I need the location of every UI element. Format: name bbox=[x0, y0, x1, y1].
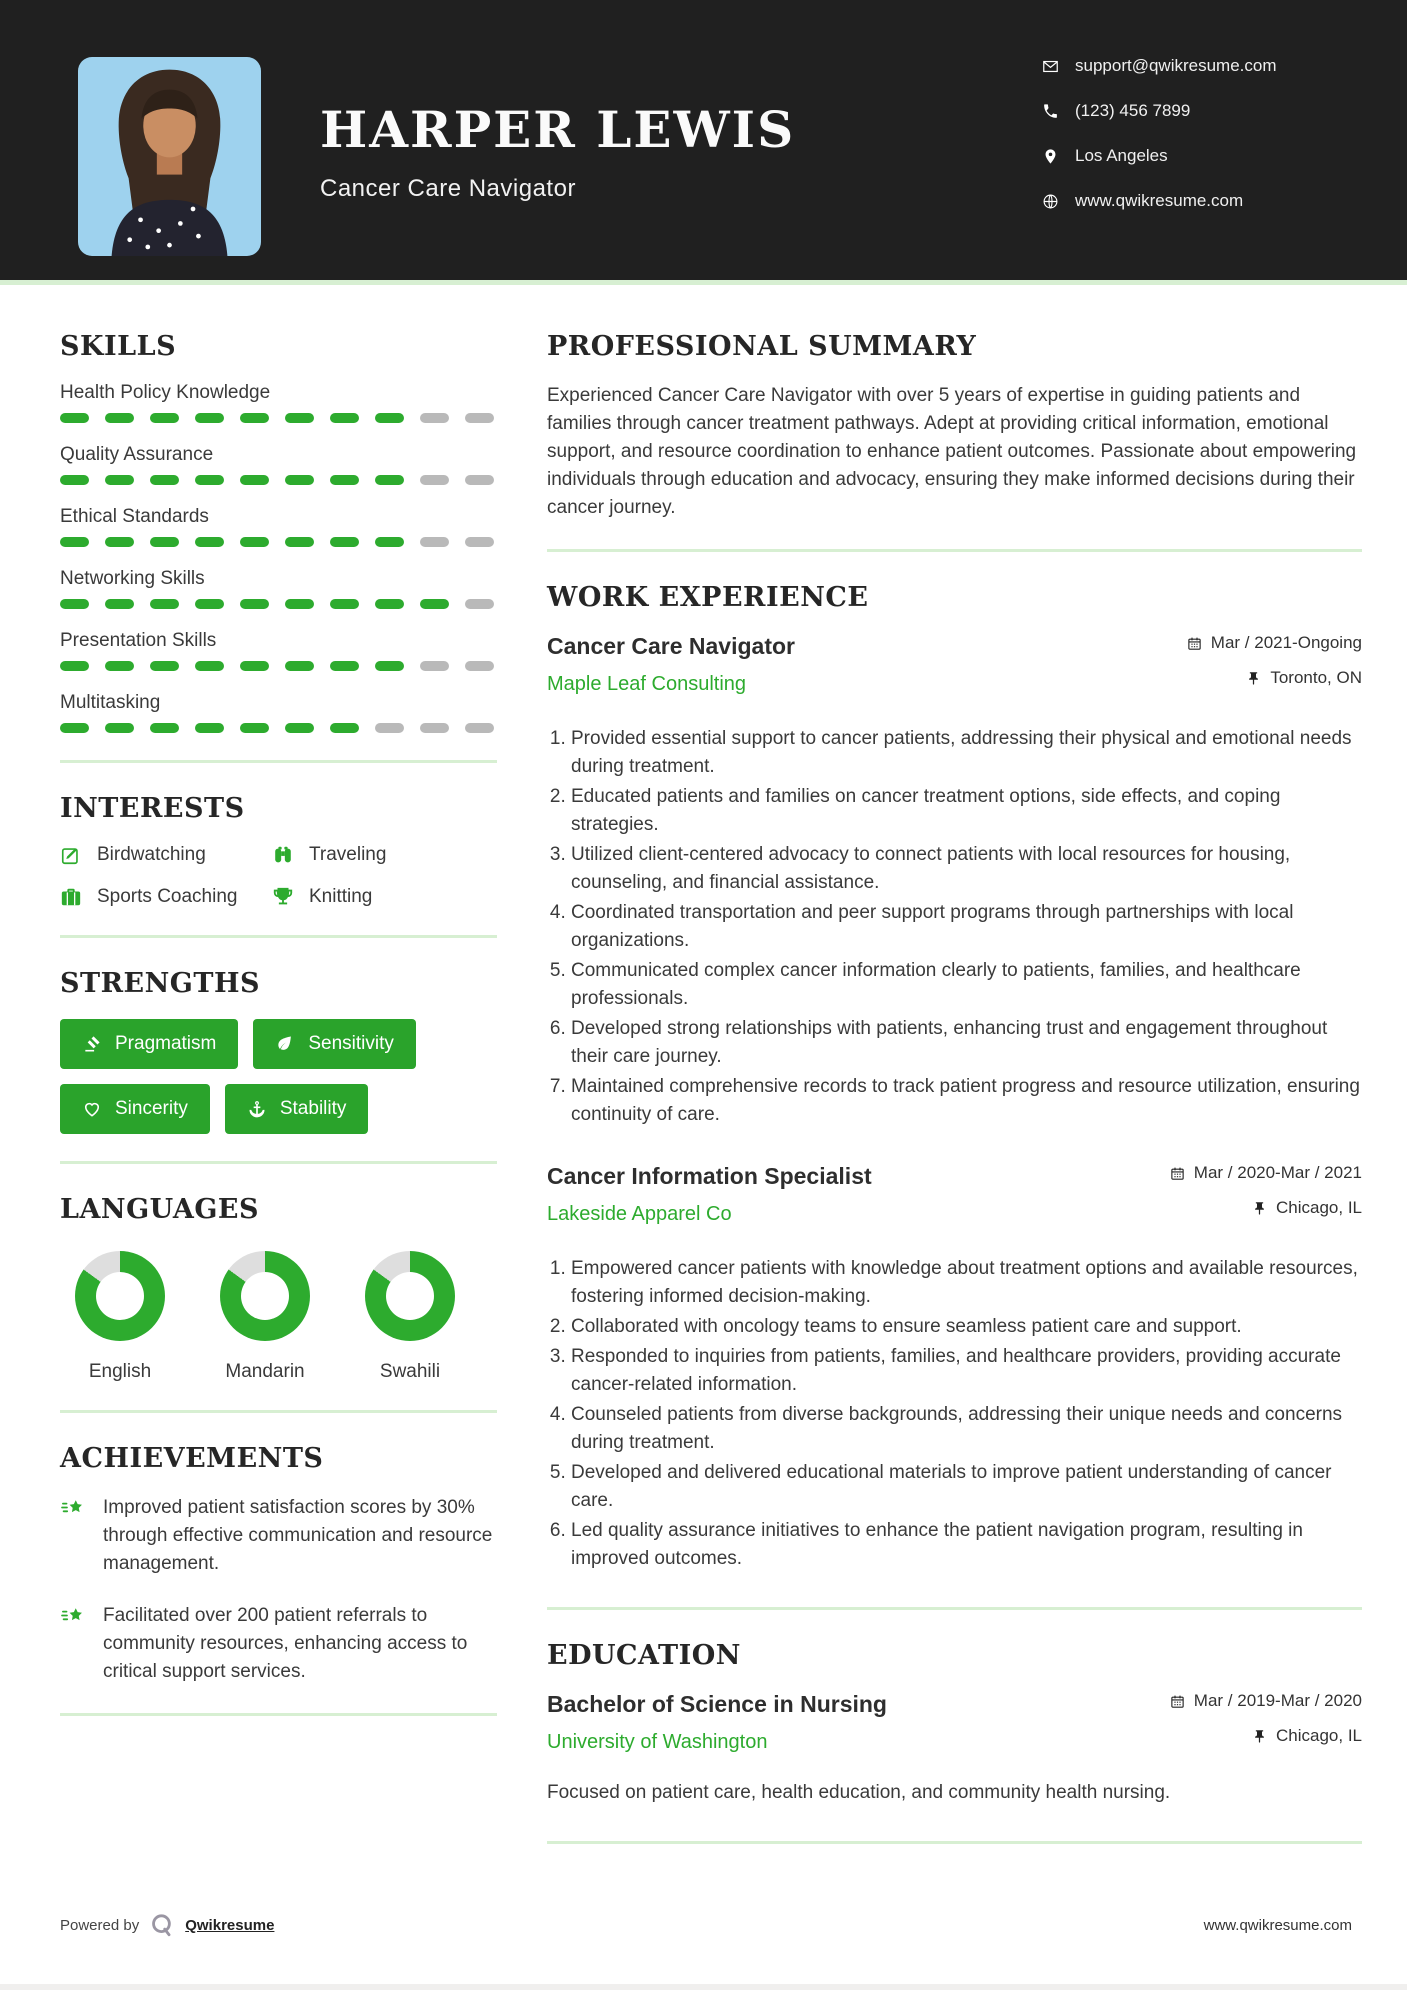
strength-badge bbox=[60, 1019, 238, 1069]
skill-level-dash bbox=[420, 599, 449, 609]
experience-heading: WORK EXPERIENCE bbox=[547, 582, 869, 613]
job-date-text: Mar / 2020-Mar / 2021 bbox=[1193, 1163, 1362, 1182]
achievement-text: Improved patient satisfaction scores by 30% through effective communication and resource management. bbox=[103, 1497, 493, 1574]
portrait-illustration bbox=[78, 57, 261, 256]
skill-item bbox=[60, 444, 497, 485]
skill-level-dash bbox=[60, 599, 89, 609]
skill-label: Multitasking bbox=[60, 692, 161, 713]
education-note: Focused on patient care, health education, and community health nursing. bbox=[547, 1782, 1171, 1803]
skill-level-dash bbox=[195, 413, 224, 423]
skill-level-dash bbox=[375, 661, 404, 671]
skill-level-dash bbox=[150, 599, 179, 609]
education-location bbox=[1170, 1726, 1362, 1746]
language-item bbox=[75, 1245, 165, 1383]
summary-text: Experienced Cancer Care Navigator with over 5 years of expertise in guiding patients and families through cancer treatment pathways. Adept at providing critical information, emotional support, and resource coordination to enhance patient outcomes. Passionate about empowering individuals through education and advocacy, ensuring they make informed decisions during their cancer journey. bbox=[547, 385, 1357, 518]
skill-level-dash bbox=[465, 537, 494, 547]
contact-item[interactable] bbox=[1042, 56, 1362, 76]
skill-level-dash bbox=[195, 723, 224, 733]
education-date-text: Mar / 2019-Mar / 2020 bbox=[1193, 1691, 1362, 1710]
divider bbox=[60, 1713, 497, 1716]
skills-heading: SKILLS bbox=[60, 331, 177, 362]
skill-level-dash bbox=[240, 661, 269, 671]
skill-level-dash bbox=[285, 475, 314, 485]
strengths-list bbox=[60, 1019, 497, 1134]
strength-label: Sensitivity bbox=[308, 1033, 394, 1054]
divider bbox=[60, 760, 497, 763]
strengths-heading: STRENGTHS bbox=[60, 968, 260, 999]
contact-text: www.qwikresume.com bbox=[1075, 191, 1244, 210]
skill-level-dash bbox=[150, 661, 179, 671]
contact-text: Los Angeles bbox=[1075, 146, 1168, 165]
skill-level-dash bbox=[285, 413, 314, 423]
skill-level-bar bbox=[60, 723, 497, 733]
skill-level-dash bbox=[285, 599, 314, 609]
job-date bbox=[1170, 1163, 1362, 1183]
language-item bbox=[220, 1245, 310, 1383]
briefcase-icon bbox=[60, 886, 82, 908]
profile-photo bbox=[78, 57, 261, 256]
interests-list bbox=[60, 844, 497, 908]
interest-label: Traveling bbox=[309, 844, 387, 865]
strength-badge bbox=[225, 1084, 369, 1134]
contact-text: support@qwikresume.com bbox=[1075, 56, 1277, 75]
shooting-star-icon bbox=[60, 1604, 87, 1631]
heart-icon bbox=[82, 1099, 102, 1119]
strengths-section bbox=[60, 968, 497, 1134]
job-date bbox=[1187, 633, 1362, 653]
languages-section bbox=[60, 1194, 497, 1383]
skill-level-dash bbox=[105, 599, 134, 609]
q-logo-icon bbox=[149, 1912, 175, 1938]
job-date-text: Mar / 2021-Ongoing bbox=[1210, 633, 1362, 652]
job-point: 6. Led quality assurance initiatives to enhance the patient navigation program, resulting in improved outcomes. bbox=[571, 1517, 1362, 1573]
skill-item bbox=[60, 382, 497, 423]
skill-level-dash bbox=[375, 723, 404, 733]
interest-item bbox=[60, 886, 272, 908]
skill-level-dash bbox=[465, 661, 494, 671]
calendar-icon bbox=[1187, 636, 1202, 651]
skill-level-dash bbox=[330, 537, 359, 547]
education-entry bbox=[547, 1691, 1362, 1807]
skill-level-dash bbox=[105, 723, 134, 733]
job-title: Cancer Care Navigator bbox=[547, 633, 795, 659]
skill-level-dash bbox=[330, 475, 359, 485]
skill-level-dash bbox=[285, 661, 314, 671]
skill-level-dash bbox=[285, 537, 314, 547]
skill-level-dash bbox=[420, 413, 449, 423]
achievements-section bbox=[60, 1443, 497, 1686]
shooting-star-icon bbox=[60, 1496, 87, 1523]
skill-level-dash bbox=[420, 475, 449, 485]
envelope-icon bbox=[1042, 58, 1059, 75]
skill-level-dash bbox=[240, 475, 269, 485]
job-point: 1. Provided essential support to cancer patients, addressing their physical and emotional needs during treatment. bbox=[571, 725, 1362, 781]
language-label: Swahili bbox=[379, 1361, 441, 1382]
language-donut-chart bbox=[75, 1251, 165, 1341]
job-point: 2. Collaborated with oncology teams to ensure seamless patient care and support. bbox=[571, 1313, 1362, 1341]
divider bbox=[60, 935, 497, 938]
pushpin-icon bbox=[1246, 671, 1261, 686]
brand-link[interactable]: Qwikresume bbox=[185, 1916, 275, 1934]
job-point: 5. Communicated complex cancer information clearly to patients, families, and healthcare professionals. bbox=[571, 957, 1362, 1013]
job-point: 4. Counseled patients from diverse backgrounds, addressing their unique needs and concerns during treatment. bbox=[571, 1401, 1362, 1457]
binoculars-icon bbox=[272, 844, 294, 866]
skill-level-dash bbox=[150, 723, 179, 733]
skill-level-dash bbox=[375, 413, 404, 423]
job-point: 3. Utilized client-centered advocacy to connect patients with local resources for housing, counseling, and financial assistance. bbox=[571, 841, 1362, 897]
person-name: HARPER LEWIS bbox=[320, 100, 796, 159]
experience-section bbox=[547, 582, 1362, 1573]
skill-level-dash bbox=[465, 599, 494, 609]
interests-heading: INTERESTS bbox=[60, 793, 245, 824]
skill-level-bar bbox=[60, 475, 497, 485]
job-point: 6. Developed strong relationships with patients, enhancing trust and engagement throughout their care journey. bbox=[571, 1015, 1362, 1071]
education-date bbox=[1170, 1691, 1362, 1711]
job-point: 7. Maintained comprehensive records to track patient progress and resource utilization, ensuring continuity of care. bbox=[571, 1073, 1362, 1129]
achievements-list bbox=[60, 1494, 497, 1686]
job-location-text: Chicago, IL bbox=[1276, 1198, 1362, 1217]
language-item bbox=[365, 1245, 455, 1383]
skill-label: Quality Assurance bbox=[60, 444, 214, 465]
skill-label: Ethical Standards bbox=[60, 506, 209, 527]
contact-list bbox=[1042, 56, 1362, 236]
language-donut-chart bbox=[220, 1251, 310, 1341]
strength-label: Sincerity bbox=[115, 1098, 188, 1119]
job-meta bbox=[1170, 1163, 1362, 1233]
skill-level-dash bbox=[195, 661, 224, 671]
contact-item[interactable] bbox=[1042, 191, 1362, 211]
pushpin-icon bbox=[1252, 1729, 1267, 1744]
skill-item bbox=[60, 506, 497, 547]
site-link[interactable]: www.qwikresume.com bbox=[1203, 1916, 1352, 1934]
job-location-text: Toronto, ON bbox=[1270, 668, 1362, 687]
skills-list bbox=[60, 382, 497, 733]
skill-level-dash bbox=[60, 661, 89, 671]
contact-item[interactable] bbox=[1042, 146, 1362, 166]
degree-title: Bachelor of Science in Nursing bbox=[547, 1691, 887, 1717]
skill-level-dash bbox=[60, 413, 89, 423]
skill-level-dash bbox=[150, 413, 179, 423]
header bbox=[0, 0, 1407, 280]
powered-by bbox=[60, 1912, 274, 1938]
languages-heading: LANGUAGES bbox=[60, 1194, 259, 1225]
job-point: 3. Responded to inquiries from patients, families, and healthcare providers, providing accurate cancer-related information. bbox=[571, 1343, 1362, 1399]
skill-level-dash bbox=[105, 475, 134, 485]
skill-level-dash bbox=[420, 661, 449, 671]
anchor-icon bbox=[247, 1099, 267, 1119]
interest-item bbox=[272, 844, 497, 866]
skill-level-dash bbox=[60, 537, 89, 547]
skill-level-dash bbox=[240, 599, 269, 609]
interests-section bbox=[60, 793, 497, 908]
language-donut-chart bbox=[365, 1251, 455, 1341]
job-point: 4. Coordinated transportation and peer support programs through partnerships with local organizations. bbox=[571, 899, 1362, 955]
skill-label: Networking Skills bbox=[60, 568, 205, 589]
language-label: Mandarin bbox=[225, 1361, 305, 1382]
achievement-item bbox=[60, 1602, 497, 1686]
contact-text: (123) 456 7899 bbox=[1075, 101, 1191, 120]
person-title: Cancer Care Navigator bbox=[320, 175, 576, 202]
skill-level-bar bbox=[60, 413, 497, 423]
contact-item[interactable] bbox=[1042, 101, 1362, 121]
skill-level-dash bbox=[240, 723, 269, 733]
interest-item bbox=[60, 844, 272, 866]
job-point: 5. Developed and delivered educational materials to improve patient understanding of cancer care. bbox=[571, 1459, 1362, 1515]
right-column bbox=[547, 331, 1362, 1874]
company-name: Maple Leaf Consulting bbox=[547, 673, 747, 695]
skill-level-dash bbox=[105, 537, 134, 547]
interest-label: Sports Coaching bbox=[97, 886, 238, 907]
job-points bbox=[547, 725, 1362, 1129]
language-label: English bbox=[88, 1361, 152, 1382]
achievements-heading: ACHIEVEMENTS bbox=[60, 1443, 324, 1474]
pencil-square-icon bbox=[60, 844, 82, 866]
skill-level-dash bbox=[195, 537, 224, 547]
school-name: University of Washington bbox=[547, 1731, 768, 1753]
skill-level-bar bbox=[60, 661, 497, 671]
job-location bbox=[1187, 668, 1362, 688]
job-points bbox=[547, 1255, 1362, 1573]
pushpin-icon bbox=[1252, 1201, 1267, 1216]
skill-item bbox=[60, 568, 497, 609]
education-meta bbox=[1170, 1691, 1362, 1761]
skill-level-dash bbox=[330, 661, 359, 671]
skill-level-dash bbox=[465, 413, 494, 423]
job-point: 2. Educated patients and families on cancer treatment options, side effects, and coping strategies. bbox=[571, 783, 1362, 839]
skill-level-dash bbox=[240, 413, 269, 423]
job-entry bbox=[547, 633, 1362, 1129]
job-point: 1. Empowered cancer patients with knowledge about treatment options and available resources, fostering informed decision-making. bbox=[571, 1255, 1362, 1311]
skill-level-dash bbox=[420, 723, 449, 733]
interest-item bbox=[272, 886, 497, 908]
skill-level-dash bbox=[105, 413, 134, 423]
skill-level-dash bbox=[195, 599, 224, 609]
summary-section bbox=[547, 331, 1362, 522]
calendar-icon bbox=[1170, 1166, 1185, 1181]
skill-level-dash bbox=[465, 723, 494, 733]
education-location-text: Chicago, IL bbox=[1276, 1726, 1362, 1745]
skill-level-dash bbox=[375, 475, 404, 485]
achievement-text: Facilitated over 200 patient referrals to community resources, enhancing access to critical support services. bbox=[103, 1605, 468, 1682]
interest-label: Knitting bbox=[309, 886, 373, 907]
leaf-icon bbox=[275, 1034, 295, 1054]
calendar-icon bbox=[1170, 1694, 1185, 1709]
company-name: Lakeside Apparel Co bbox=[547, 1203, 732, 1225]
divider bbox=[547, 1841, 1362, 1844]
skill-level-bar bbox=[60, 599, 497, 609]
strength-label: Pragmatism bbox=[115, 1033, 217, 1054]
divider bbox=[60, 1161, 497, 1164]
skill-level-dash bbox=[195, 475, 224, 485]
skill-item bbox=[60, 692, 497, 733]
powered-by-label: Powered by bbox=[60, 1916, 140, 1934]
skill-level-dash bbox=[105, 661, 134, 671]
education-section bbox=[547, 1640, 1362, 1807]
resume-body bbox=[0, 285, 1407, 1874]
skill-level-dash bbox=[330, 599, 359, 609]
skill-level-dash bbox=[240, 537, 269, 547]
job-entry bbox=[547, 1163, 1362, 1573]
skill-label: Health Policy Knowledge bbox=[60, 382, 271, 403]
job-title: Cancer Information Specialist bbox=[547, 1163, 872, 1189]
divider bbox=[547, 549, 1362, 552]
skill-level-dash bbox=[330, 723, 359, 733]
job-location bbox=[1170, 1198, 1362, 1218]
skill-level-bar bbox=[60, 537, 497, 547]
skill-level-dash bbox=[150, 475, 179, 485]
achievement-item bbox=[60, 1494, 497, 1578]
skills-section bbox=[60, 331, 497, 733]
globe-icon bbox=[1042, 193, 1059, 210]
skill-level-dash bbox=[465, 475, 494, 485]
education-heading: EDUCATION bbox=[547, 1640, 741, 1671]
interest-label: Birdwatching bbox=[97, 844, 206, 865]
skill-level-dash bbox=[375, 537, 404, 547]
identity-block bbox=[320, 100, 795, 203]
gavel-icon bbox=[82, 1034, 102, 1054]
divider bbox=[60, 1410, 497, 1413]
left-column bbox=[60, 331, 497, 1874]
skill-level-dash bbox=[150, 537, 179, 547]
skill-label: Presentation Skills bbox=[60, 630, 217, 651]
trophy-icon bbox=[272, 886, 294, 908]
strength-badge bbox=[60, 1084, 210, 1134]
skill-level-dash bbox=[60, 723, 89, 733]
skill-level-dash bbox=[285, 723, 314, 733]
skill-level-dash bbox=[375, 599, 404, 609]
phone-icon bbox=[1042, 103, 1059, 120]
skill-level-dash bbox=[420, 537, 449, 547]
location-pin-icon bbox=[1042, 148, 1059, 165]
languages-list bbox=[60, 1245, 497, 1383]
strength-badge bbox=[253, 1019, 416, 1069]
jobs-list bbox=[547, 633, 1362, 1573]
summary-heading: PROFESSIONAL SUMMARY bbox=[547, 331, 977, 362]
strength-label: Stability bbox=[279, 1098, 347, 1119]
divider bbox=[547, 1607, 1362, 1610]
page-footer bbox=[0, 1912, 1407, 1938]
job-meta bbox=[1187, 633, 1362, 703]
skill-item bbox=[60, 630, 497, 671]
skill-level-dash bbox=[330, 413, 359, 423]
skill-level-dash bbox=[60, 475, 89, 485]
